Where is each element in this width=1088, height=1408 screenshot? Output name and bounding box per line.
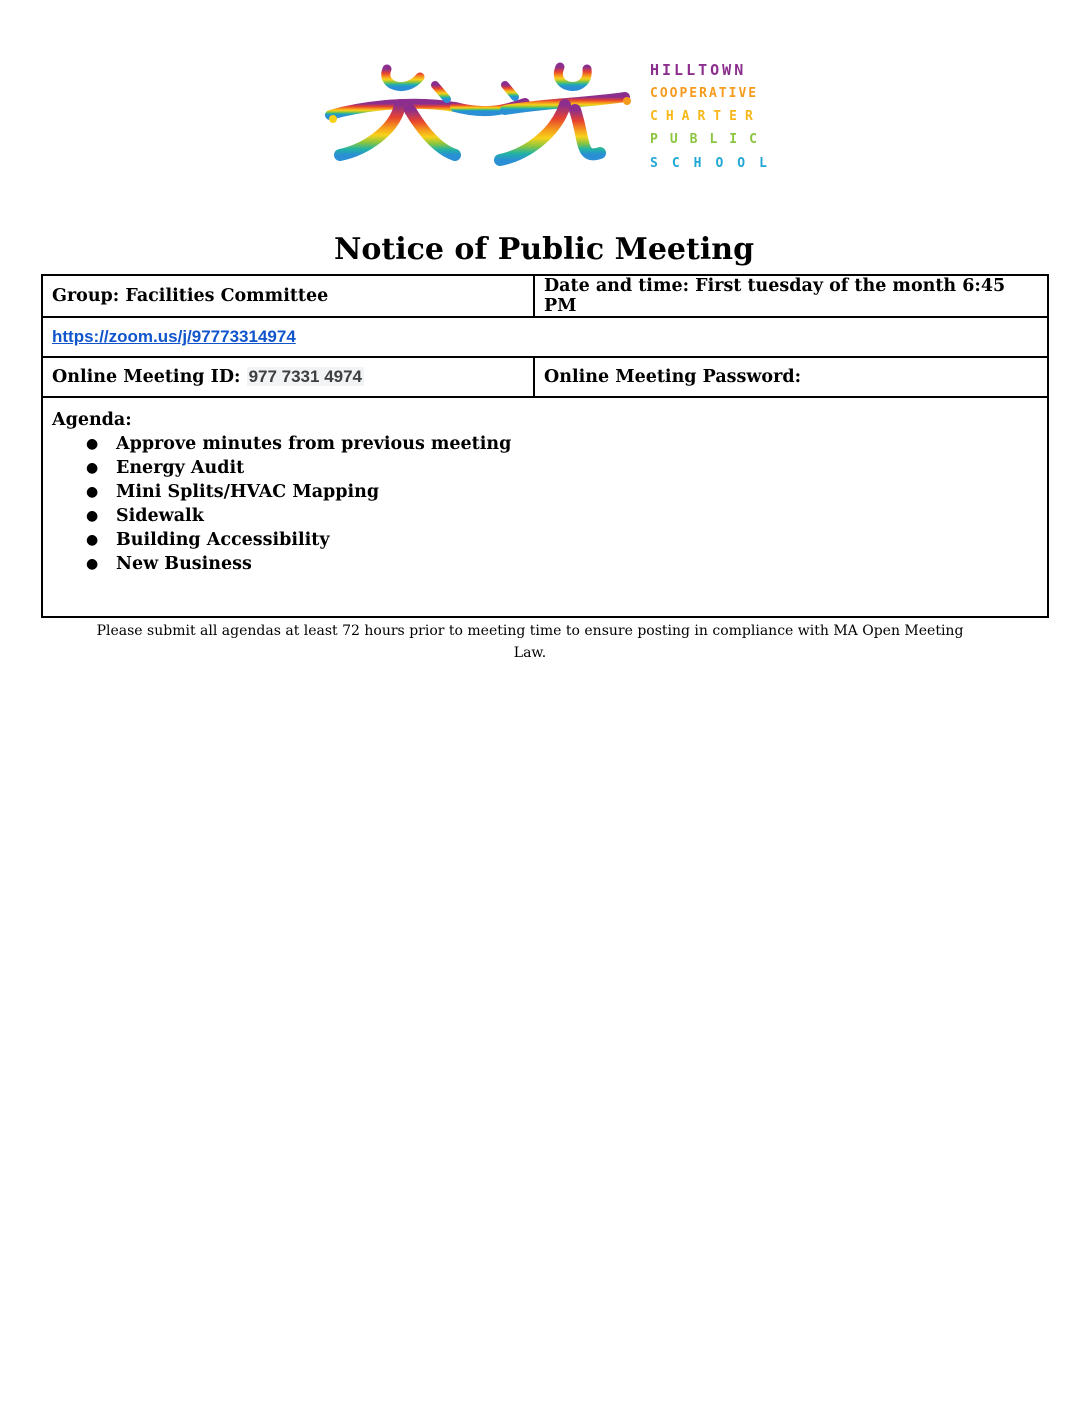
list-item	[86, 504, 1038, 528]
agenda-item-text: Mini Splits/HVAC Mapping	[116, 482, 380, 502]
agenda-item-text: Building Accessibility	[116, 530, 330, 550]
meeting-id-value: 977 7331 4974	[248, 367, 363, 386]
meeting-info-table	[41, 274, 1049, 618]
page-title: Notice of Public Meeting	[333, 232, 755, 267]
agenda-cell	[42, 397, 1048, 617]
password-cell: Online Meeting Password:	[534, 357, 1048, 397]
table-row	[42, 397, 1048, 617]
table-row	[42, 317, 1048, 357]
agenda-item-text: New Business	[116, 554, 252, 574]
meeting-id-label: Online Meeting ID:	[52, 367, 241, 387]
list-item	[86, 432, 1038, 456]
logo-line-3: CHARTER	[650, 109, 761, 124]
agenda-list	[52, 432, 1038, 576]
zoom-link-cell	[42, 317, 1048, 357]
bullet-icon: ●	[86, 436, 99, 452]
zoom-link[interactable]: https://zoom.us/j/97773314974	[52, 327, 296, 346]
agenda-label: Agenda:	[52, 410, 132, 430]
bullet-icon: ●	[86, 556, 99, 572]
logo-line-4: PUBLIC	[650, 132, 769, 147]
list-item	[86, 480, 1038, 504]
list-item	[86, 552, 1038, 576]
group-cell: Group: Facilities Committee	[42, 275, 534, 317]
school-logo	[325, 55, 785, 180]
agenda-item-text: Sidewalk	[116, 506, 204, 526]
bullet-icon: ●	[86, 484, 99, 500]
table-row	[42, 357, 1048, 397]
bullet-icon: ●	[86, 532, 99, 548]
footer-note	[90, 620, 970, 664]
footer-line-2: Law.	[513, 645, 547, 661]
date-time-cell: Date and time: First tuesday of the month 6:45 PM	[534, 275, 1048, 317]
list-item	[86, 456, 1038, 480]
agenda-item-text: Approve minutes from previous meeting	[116, 434, 512, 454]
meeting-id-cell	[42, 357, 534, 397]
agenda-item-text: Energy Audit	[116, 458, 245, 478]
bullet-icon: ●	[86, 508, 99, 524]
table-row	[42, 275, 1048, 317]
logo-line-5: SCHOOL	[650, 156, 781, 171]
list-item	[86, 528, 1038, 552]
logo-figures-graphic	[325, 55, 785, 180]
logo-line-1: HILLTOWN	[650, 61, 747, 79]
logo-line-2: COOPERATIVE	[650, 86, 759, 101]
bullet-icon: ●	[86, 460, 99, 476]
footer-line-1: Please submit all agendas at least 72 hours prior to meeting time to ensure posting in compliance with MA Open Meeting	[96, 623, 964, 639]
